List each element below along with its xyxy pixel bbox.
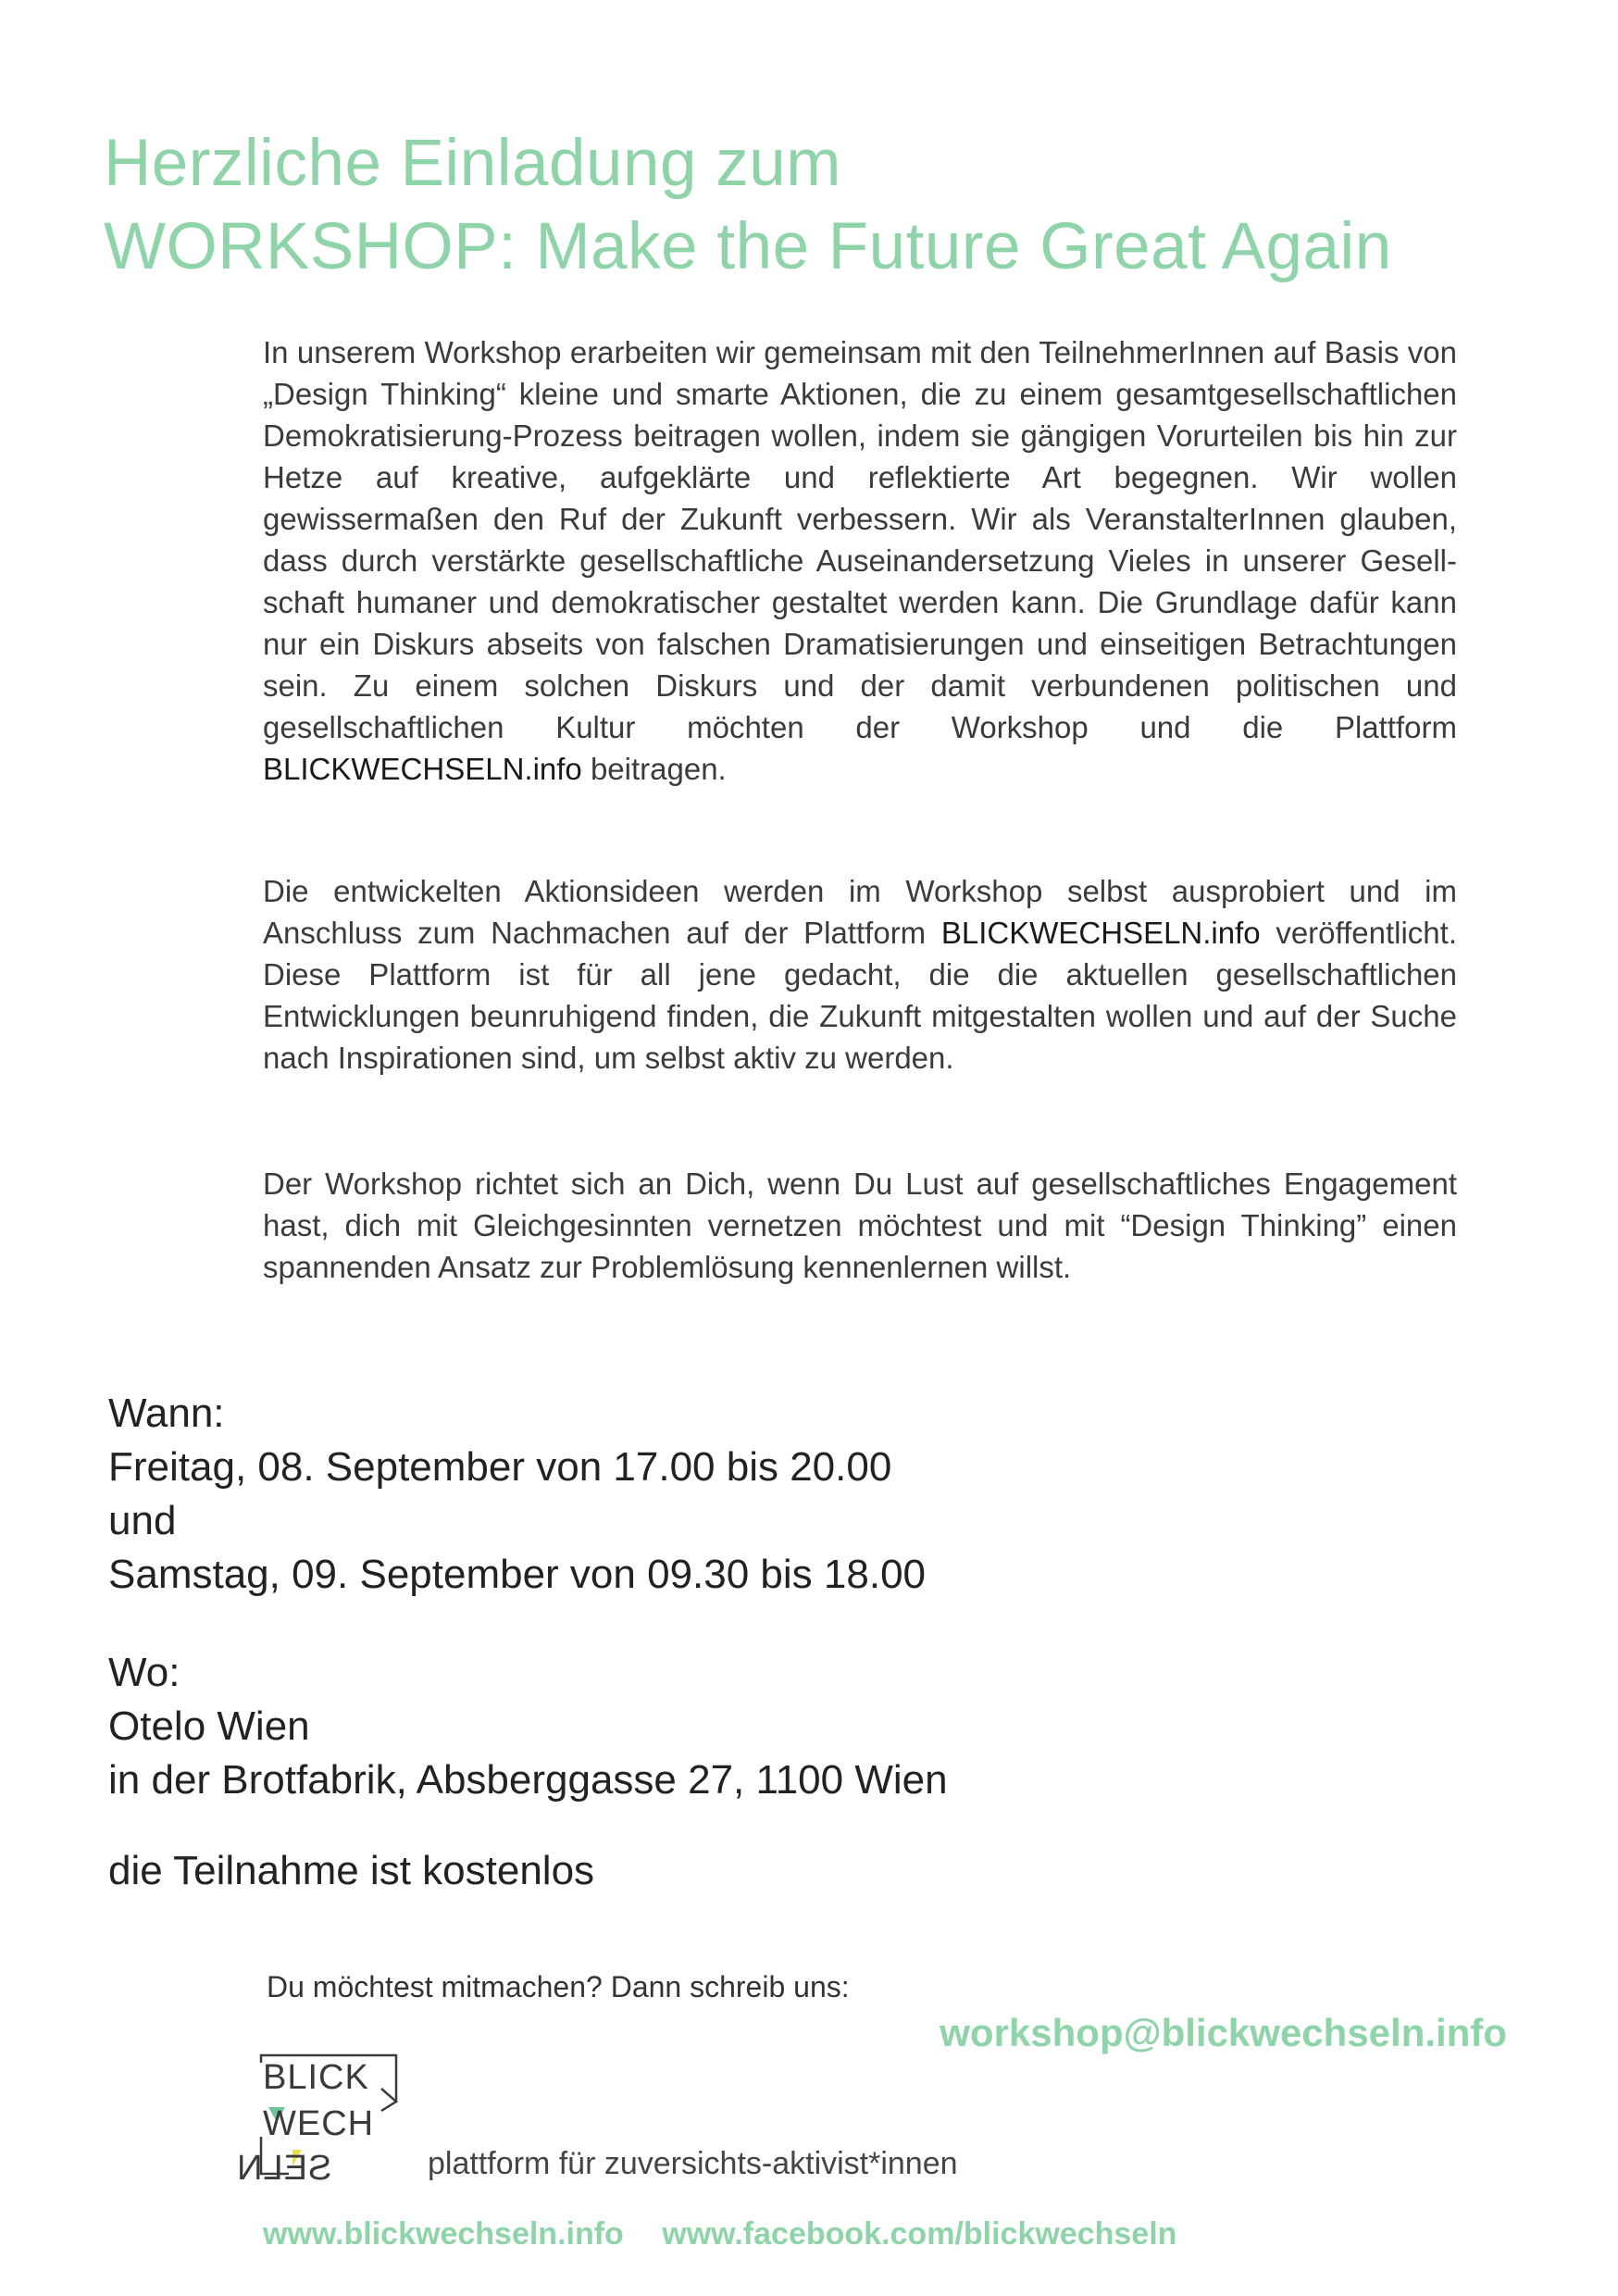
when-date-1: Freitag, 08. September von 17.00 bis 20.00 (108, 1444, 892, 1490)
intro-text: In unserem Workshop erarbeiten wir gemeinsam mit den TeilnehmerInnen auf Basis von „Design Thinking“ kleine und smarte Aktionen, die zu einem gesamtgesellschaftlichen Demokratisierung-Prozess beitragen wollen, indem sie gängigen Vorurteilen bis hin zur Hetze auf kreative, aufgeklärte und reflektierte Art begegnen. Wir wollen gewissermaßen den Ruf der Zukunft verbessern. Wir als VeranstalterInnen glauben, dass durch verstärkte gesellschaftliche Auseinandersetzung Vieles in unserer Gesellschaft humaner und demokratischer gestaltet werden kann. Die Grundlage dafür kann nur ein Diskurs abseits von falschen Dramatisierungen und einseitigen Betrachtungen sein. Zu einem solchen Diskurs und der damit verbundenen politischen und gesellschaftlichen Kultur möchten der Workshop und die Plattform (263, 335, 1457, 744)
platform-paragraph (263, 870, 1457, 1079)
footer-links (263, 2216, 1176, 2252)
logo-line-2: WECH (263, 2104, 375, 2143)
blickwechseln-logo (236, 2053, 398, 2188)
contact-email-link[interactable]: workshop@blickwechseln.info (940, 2011, 1507, 2054)
brand-name: BLICKWECHSELN.info (263, 752, 582, 786)
fee-note-text: die Teilnahme ist kostenlos (108, 1848, 595, 1893)
facebook-link[interactable]: www.facebook.com/blickwechseln (662, 2216, 1177, 2252)
title-line-1: Herzliche Einladung zum (104, 127, 841, 200)
when-section (108, 1387, 926, 1602)
logo-line-3: SELN (236, 2149, 332, 2188)
logo-line-1: BLICK (263, 2058, 369, 2097)
website-link[interactable]: www.blickwechseln.info (263, 2216, 624, 2252)
where-label: Wo: (108, 1650, 180, 1695)
intro-text-end: beitragen. (590, 752, 727, 786)
page-title (104, 122, 1392, 289)
title-line-2: WORKSHOP: Make the Future Great Again (104, 210, 1392, 283)
when-date-2: Samstag, 09. September von 09.30 bis 18.00 (108, 1552, 927, 1597)
audience-paragraph: Der Workshop richtet sich an Dich, wenn Du Lust auf gesellschaftliches Engagement hast, dich mit Gleichgesinnten vernetzen möchtest und mit “Design Thinking” einen spannenden Ansatz zur Problemlösung kennenlernen willst. (263, 1167, 1457, 1284)
contact-prompt: Du möchtest mitmachen? Dann schreib uns: (267, 1970, 850, 2003)
where-venue: Otelo Wien (108, 1703, 310, 1749)
brand-name: BLICKWECHSELN.info (940, 916, 1261, 950)
when-connector: und (108, 1498, 177, 1543)
tagline: plattform für zuversichts-aktivist*innen (428, 2146, 958, 2181)
when-label: Wann: (108, 1391, 225, 1436)
platform-text-end: veröffentlicht. Diese Plattform ist für all jene gedacht, die die aktuellen gesellschaftlichen Entwicklungen beunruhigend finden, die Zukunft mitgestalten wollen und auf der Suche nach Inspirationen sind, um selbst aktiv zu werden. (263, 916, 1457, 1075)
where-address: in der Brotfabrik, Absberggasse 27, 1100 Wien (108, 1757, 948, 1803)
where-section (108, 1646, 948, 1807)
fee-note (108, 1844, 594, 1898)
platform-text: Die entwickelten Aktionsideen werden im Workshop selbst ausprobiert und im Anschluss zum Nachmachen auf der Plattform (263, 874, 1457, 950)
intro-paragraph (263, 331, 1457, 790)
